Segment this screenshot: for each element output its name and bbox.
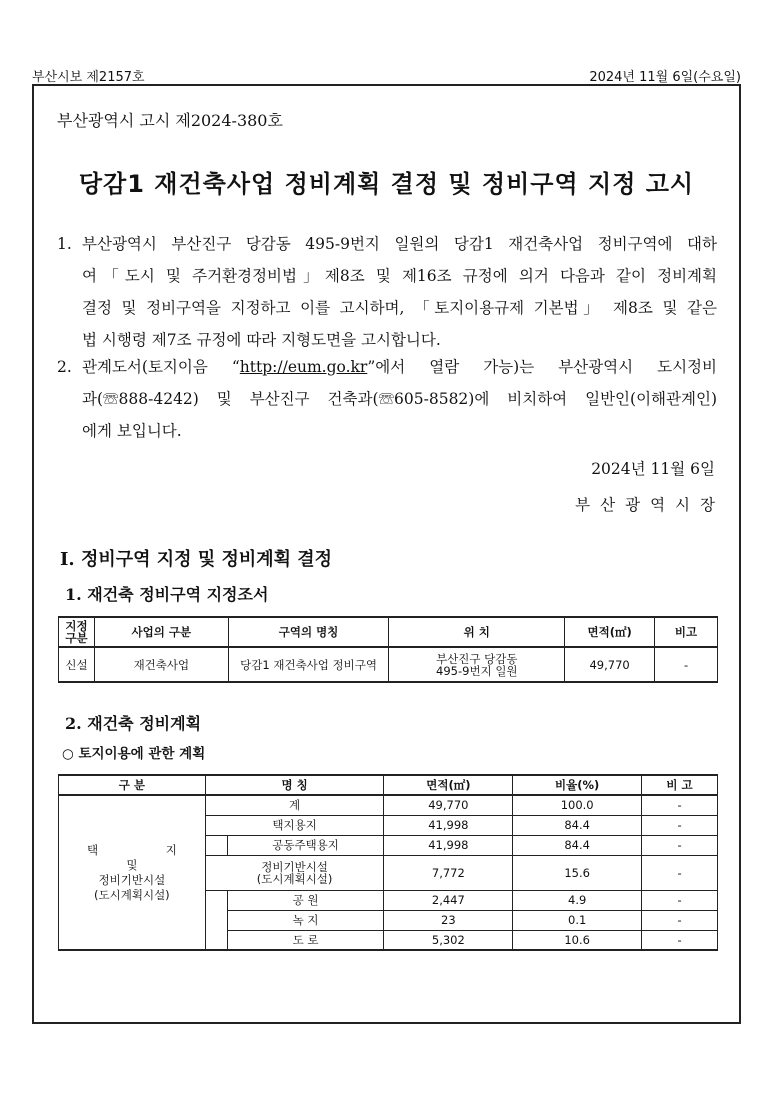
row-note: - [642, 855, 718, 890]
land-use-table [58, 774, 718, 951]
row-note: - [642, 910, 718, 930]
table-header-line: 구분 [65, 631, 88, 645]
paragraph-2-text: 관계도서(토지이음 “ [82, 358, 240, 376]
row-ratio: 84.4 [513, 815, 642, 835]
row-note: - [642, 890, 718, 910]
paragraph-2-number: 2. [57, 358, 72, 376]
paragraph-2-text: ”에서 열람 가능)는 부산광역시 도시정비 [367, 358, 718, 376]
paragraph-1-line: 부산광역시 부산진구 당감동 495-9번지 일원의 당감1 재건축사업 정비구역에 대하 [82, 235, 717, 253]
row-ratio: 84.4 [513, 835, 642, 855]
paragraph-1 [57, 228, 717, 356]
row-note: - [642, 795, 718, 815]
table-row [59, 647, 718, 682]
notice-signer: 부산광역시장 [575, 496, 725, 514]
publication-date: 2024년 11월 6일(수요일) [589, 70, 741, 85]
designation-table [58, 616, 718, 683]
row-area: 49,770 [384, 795, 513, 815]
category-group [59, 795, 209, 950]
row-name-line: (도시계획시설) [256, 871, 333, 886]
row-ratio: 100.0 [513, 795, 642, 815]
row-ratio: 10.6 [513, 930, 642, 950]
row-note: - [642, 835, 718, 855]
table-header: 명 칭 [205, 775, 384, 795]
notice-date: 2024년 11월 6일 [591, 460, 715, 478]
zone-area: 49,770 [565, 647, 655, 682]
table-header: 면적(㎡) [565, 617, 655, 647]
indent-cell [205, 890, 227, 950]
category-label: 택 지 [86, 842, 209, 857]
zone-location [389, 647, 565, 682]
row-name: 택지용지 [205, 815, 384, 835]
row-name: 공 원 [227, 890, 384, 910]
row-ratio: 4.9 [513, 890, 642, 910]
table-header: 비 고 [642, 775, 718, 795]
row-note: - [642, 815, 718, 835]
table-header: 비율(%) [513, 775, 642, 795]
gazette-header [32, 64, 741, 84]
eum-link[interactable]: http://eum.go.kr [239, 358, 368, 376]
table-header-line: 지정 [65, 619, 88, 633]
table-row [59, 795, 718, 815]
paragraph-1-number: 1. [57, 235, 72, 253]
paragraph-2-line [82, 351, 717, 383]
row-name: 공동주택용지 [227, 835, 384, 855]
row-note: - [642, 930, 718, 950]
category-label: 및 [126, 857, 138, 872]
paragraph-2 [57, 351, 717, 447]
row-area: 23 [384, 910, 513, 930]
row-name-line: 정비기반시설 [261, 859, 328, 874]
section-title: Ⅰ. 정비구역 지정 및 정비계획 결정 [60, 549, 333, 570]
location-line: 495-9번지 일원 [436, 663, 518, 678]
subsection-1-title: 1. 재건축 정비구역 지정조서 [65, 585, 269, 604]
business-type: 재건축사업 [94, 647, 228, 682]
row-name [205, 855, 384, 890]
row-area: 2,447 [384, 890, 513, 910]
table-header [59, 617, 95, 647]
row-name: 도 로 [227, 930, 384, 950]
row-area: 41,998 [384, 835, 513, 855]
notice-title: 당감1 재건축사업 정비계획 결정 및 정비구역 지정 고시 [78, 170, 695, 198]
table-header: 위 치 [389, 617, 565, 647]
category-label: 정비기반시설 [98, 872, 166, 887]
row-ratio: 0.1 [513, 910, 642, 930]
row-area: 5,302 [384, 930, 513, 950]
land-use-heading: ○ 토지이용에 관한 계획 [62, 746, 206, 762]
table-header-row [59, 775, 718, 795]
publication-number: 부산시보 제2157호 [32, 70, 145, 85]
notice-number: 부산광역시 고시 제2024-380호 [57, 111, 283, 130]
zone-note: - [655, 647, 718, 682]
table-header: 구 분 [59, 775, 206, 795]
row-ratio: 15.6 [513, 855, 642, 890]
paragraph-1-line: 결정 및 정비구역을 지정하고 이를 고시하며, 「토지이용규제 기본법」 제8조 및 같은 [82, 299, 717, 317]
table-header-row [59, 617, 718, 647]
subsection-2-title: 2. 재건축 정비계획 [65, 714, 202, 733]
row-name: 녹 지 [227, 910, 384, 930]
paragraph-1-line: 여「도시 및 주거환경정비법」제8조 및 제16조 규정에 의거 다음과 같이 정비계획 [82, 267, 717, 285]
row-area: 41,998 [384, 815, 513, 835]
table-header: 비고 [655, 617, 718, 647]
paragraph-2-line: 에게 보입니다. [82, 422, 182, 440]
row-area: 7,772 [384, 855, 513, 890]
table-header: 구역의 명칭 [228, 617, 389, 647]
row-name: 계 [205, 795, 384, 815]
designation-type: 신설 [59, 647, 95, 682]
location-line: 부산진구 당감동 [436, 651, 518, 666]
table-header: 면적(㎡) [384, 775, 513, 795]
paragraph-2-line: 과(☏888-4242) 및 부산진구 건축과(☏605-8582)에 비치하여 일반인(이해관계인) [82, 390, 717, 408]
zone-name: 당감1 재건축사업 정비구역 [228, 647, 389, 682]
paragraph-1-line: 법 시행령 제7조 규정에 따라 지형도면을 고시합니다. [82, 331, 441, 349]
category-label: (도시계획시설) [94, 887, 170, 902]
table-header: 사업의 구분 [94, 617, 228, 647]
